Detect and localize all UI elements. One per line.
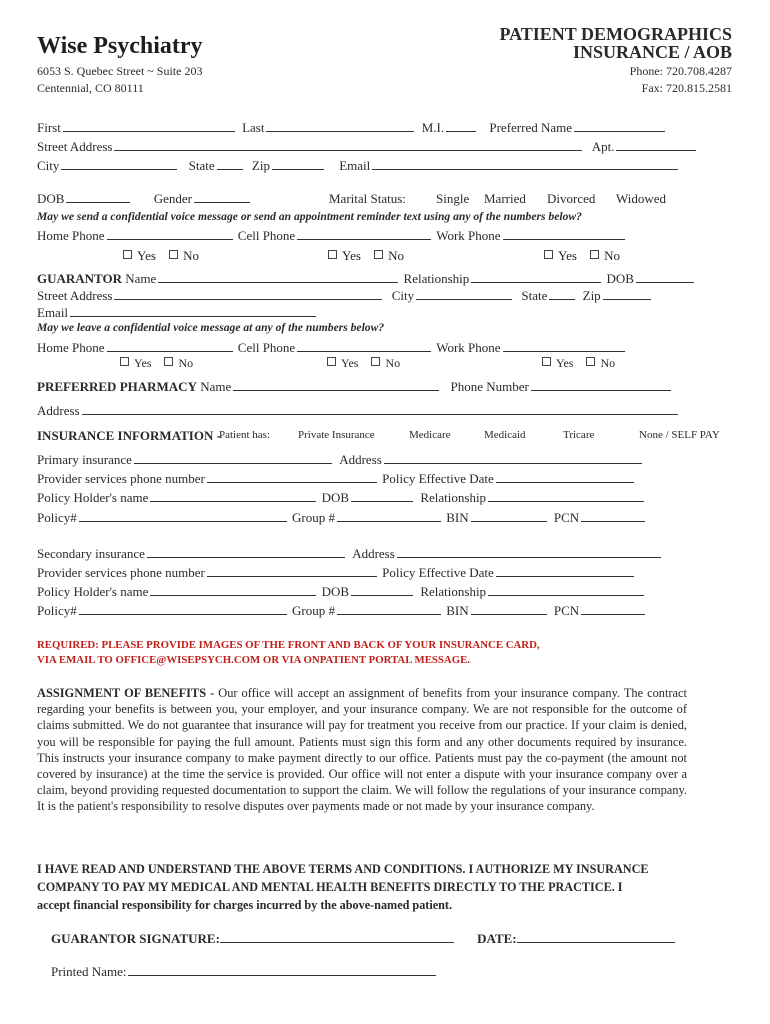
secondary-dob-label: DOB <box>321 584 350 599</box>
guarantor-work-no-checkbox[interactable] <box>586 357 595 366</box>
email-field[interactable] <box>372 158 678 170</box>
guarantor-relationship-label: Relationship <box>403 271 470 286</box>
primary-pcn-field[interactable] <box>581 510 645 522</box>
primary-group-field[interactable] <box>337 510 441 522</box>
mi-field[interactable] <box>446 120 476 132</box>
insurance-heading: INSURANCE INFORMATION - <box>37 428 221 443</box>
no-label: No <box>604 248 621 263</box>
dob-field[interactable] <box>66 191 130 203</box>
primary-address-label: Address <box>339 452 382 467</box>
secondary-holder-field[interactable] <box>150 584 316 596</box>
no-label: No <box>183 248 200 263</box>
guarantor-home-no-checkbox[interactable] <box>164 357 173 366</box>
guarantor-email-label: Email <box>37 305 69 320</box>
guarantor-signature-label: GUARANTOR SIGNATURE: <box>51 931 220 946</box>
acknowledgement-line2: COMPANY TO PAY MY MEDICAL AND MENTAL HEALTH BENEFITS DIRECTLY TO THE PRACTICE. I <box>37 880 623 894</box>
insurance-option-medicare[interactable]: Medicare <box>409 429 451 441</box>
zip-label: Zip <box>251 158 270 173</box>
guarantor-state-label: State <box>521 288 548 303</box>
primary-holder-field[interactable] <box>150 490 316 502</box>
primary-effective-date-label: Policy Effective Date <box>382 471 494 486</box>
primary-holder-label: Policy Holder's name <box>37 490 149 505</box>
primary-policy-field[interactable] <box>79 510 287 522</box>
primary-insurance-row <box>37 452 644 468</box>
secondary-dob-field[interactable] <box>351 584 413 596</box>
secondary-insurance-field[interactable] <box>147 546 345 558</box>
primary-insurance-label: Primary insurance <box>37 452 132 467</box>
patient-name-row <box>37 120 667 136</box>
guarantor-state-field[interactable] <box>549 288 575 300</box>
secondary-effective-date-label: Policy Effective Date <box>382 565 494 580</box>
form-title-line1: PATIENT DEMOGRAPHICS <box>499 24 732 44</box>
secondary-holder-row <box>37 584 646 600</box>
guarantor-email-row <box>37 305 318 321</box>
marital-option-divorced[interactable]: Divorced <box>547 191 596 206</box>
work-phone-consent <box>544 248 620 264</box>
state-label: State <box>188 158 215 173</box>
printed-name-row <box>51 964 438 980</box>
guarantor-cell-consent <box>327 356 400 371</box>
zip-field[interactable] <box>272 158 324 170</box>
guarantor-name-row <box>37 271 696 287</box>
yes-label: Yes <box>558 248 577 263</box>
primary-relationship-label: Relationship <box>420 490 487 505</box>
pharmacy-row <box>37 379 673 395</box>
no-label: No <box>178 356 194 370</box>
guarantor-zip-field[interactable] <box>603 288 651 300</box>
form-title-line2: INSURANCE / AOB <box>572 42 732 62</box>
cell-phone-label: Cell Phone <box>237 228 296 243</box>
yes-label: Yes <box>556 356 574 370</box>
patient-has-label: Patient has: <box>219 429 271 441</box>
first-label: First <box>37 120 61 135</box>
secondary-insurance-row <box>37 546 663 562</box>
printed-name-field[interactable] <box>128 964 436 976</box>
primary-insurance-field[interactable] <box>134 452 332 464</box>
required-notice-line2: VIA EMAIL TO OFFICE@WISEPSYCH.COM OR VIA ONPATIENT PORTAL MESSAGE. <box>37 654 471 666</box>
last-label: Last <box>242 120 265 135</box>
home-phone-consent <box>123 248 199 264</box>
primary-dob-field[interactable] <box>351 490 413 502</box>
clinic-fax: Fax: 720.815.2581 <box>641 81 732 95</box>
secondary-effective-date-field[interactable] <box>496 565 634 577</box>
secondary-pcn-field[interactable] <box>581 603 645 615</box>
patient-consent-question: May we send a confidential voice message or send an appointment reminder text using any of the numbers below? <box>37 210 582 223</box>
primary-group-label: Group # <box>291 510 335 525</box>
clinic-phone: Phone: 720.708.4287 <box>629 64 732 78</box>
primary-policy-row <box>37 510 647 526</box>
marital-status-label: Marital Status: <box>329 191 406 206</box>
secondary-policy-row <box>37 603 647 619</box>
work-phone-label: Work Phone <box>436 228 501 243</box>
yes-label: Yes <box>137 248 156 263</box>
aob-title: ASSIGNMENT OF BENEFITS - <box>37 686 215 700</box>
pharmacy-heading: PREFERRED PHARMACY <box>37 379 197 394</box>
no-label: No <box>600 356 616 370</box>
apt-field[interactable] <box>616 139 696 151</box>
primary-pcn-label: PCN <box>553 510 580 525</box>
clinic-name: Wise Psychiatry <box>37 33 203 59</box>
marital-option-married[interactable]: Married <box>484 191 526 206</box>
guarantor-home-field[interactable] <box>107 340 233 352</box>
primary-bin-label: BIN <box>446 510 469 525</box>
secondary-insurance-label: Secondary insurance <box>37 546 145 561</box>
secondary-holder-label: Policy Holder's name <box>37 584 149 599</box>
patient-address-row <box>37 139 698 155</box>
guarantor-dob-field[interactable] <box>636 271 694 283</box>
guarantor-name-field[interactable] <box>158 271 398 283</box>
pharmacy-phone-label: Phone Number <box>450 379 529 394</box>
guarantor-signature-field[interactable] <box>220 931 454 943</box>
guarantor-address-row <box>37 288 653 304</box>
clinic-address-line1: 6053 S. Quebec Street ~ Suite 203 <box>37 64 203 78</box>
dob-label: DOB <box>37 191 65 206</box>
pharmacy-address-field[interactable] <box>82 403 678 415</box>
guarantor-cell-label: Cell Phone <box>237 340 296 355</box>
primary-address-field[interactable] <box>384 452 642 464</box>
primary-provider-phone-field[interactable] <box>207 471 377 483</box>
date-field[interactable] <box>517 931 675 943</box>
guarantor-street-field[interactable] <box>114 288 382 300</box>
secondary-group-label: Group # <box>291 603 335 618</box>
guarantor-home-consent <box>120 356 193 371</box>
pharmacy-name-label: Name <box>200 379 232 394</box>
cell-phone-field[interactable] <box>297 228 431 240</box>
primary-holder-row <box>37 490 646 506</box>
guarantor-work-consent <box>542 356 615 371</box>
gender-field[interactable] <box>194 191 250 203</box>
preferred-name-label: Preferred Name <box>489 120 573 135</box>
secondary-bin-label: BIN <box>446 603 469 618</box>
acknowledgement-line1: I HAVE READ AND UNDERSTAND THE ABOVE TERMS AND CONDITIONS. I AUTHORIZE MY INSURANCE <box>37 862 649 876</box>
work-no-checkbox[interactable] <box>590 250 599 259</box>
apt-label: Apt. <box>591 139 615 154</box>
guarantor-heading: GUARANTOR <box>37 271 122 286</box>
secondary-relationship-label: Relationship <box>420 584 487 599</box>
yes-label: Yes <box>134 356 152 370</box>
marital-option-widowed[interactable]: Widowed <box>616 191 667 206</box>
city-field[interactable] <box>61 158 177 170</box>
guarantor-work-label: Work Phone <box>436 340 501 355</box>
pharmacy-phone-field[interactable] <box>531 379 671 391</box>
state-field[interactable] <box>217 158 243 170</box>
mi-label: M.I. <box>421 120 445 135</box>
patient-phones-row <box>37 228 627 244</box>
printed-name-label: Printed Name: <box>51 964 127 979</box>
primary-provider-phone-label: Provider services phone number <box>37 471 205 486</box>
no-label: No <box>385 356 401 370</box>
work-yes-checkbox[interactable] <box>544 250 553 259</box>
marital-option-single[interactable]: Single <box>436 191 470 206</box>
secondary-address-label: Address <box>352 546 395 561</box>
secondary-relationship-field[interactable] <box>488 584 644 596</box>
home-yes-checkbox[interactable] <box>123 250 132 259</box>
primary-effective-date-field[interactable] <box>496 471 634 483</box>
guarantor-voice-question: May we leave a confidential voice message at any of the numbers below? <box>37 321 385 334</box>
guarantor-home-yes-checkbox[interactable] <box>120 357 129 366</box>
acknowledgement-line3: accept financial responsibility for charges incurred by the above-named patient. <box>37 898 453 912</box>
guarantor-name-label: Name <box>125 271 157 286</box>
secondary-policy-field[interactable] <box>79 603 287 615</box>
guarantor-relationship-field[interactable] <box>471 271 601 283</box>
pharmacy-address-label: Address <box>37 403 80 418</box>
insurance-option-private[interactable]: Private Insurance <box>298 429 375 441</box>
secondary-bin-field[interactable] <box>471 603 547 615</box>
aob-paragraph <box>37 685 687 815</box>
patient-city-row <box>37 158 680 174</box>
city-label: City <box>37 158 60 173</box>
yes-label: Yes <box>342 248 361 263</box>
secondary-policy-label: Policy# <box>37 603 77 618</box>
guarantor-cell-yes-checkbox[interactable] <box>327 357 336 366</box>
insurance-option-medicaid[interactable]: Medicaid <box>484 429 526 441</box>
secondary-pcn-label: PCN <box>553 603 580 618</box>
guarantor-city-field[interactable] <box>416 288 512 300</box>
guarantor-cell-field[interactable] <box>297 340 431 352</box>
required-notice-line1: REQUIRED: PLEASE PROVIDE IMAGES OF THE FRONT AND BACK OF YOUR INSURANCE CARD, <box>37 639 540 651</box>
gender-label: Gender <box>153 191 192 206</box>
guarantor-zip-label: Zip <box>582 288 601 303</box>
primary-provider-row <box>37 471 636 487</box>
secondary-address-field[interactable] <box>397 546 661 558</box>
secondary-provider-phone-field[interactable] <box>207 565 377 577</box>
cell-no-checkbox[interactable] <box>374 250 383 259</box>
aob-body: Our office will accept an assignment of benefits from your insurance company. The contract regarding your benefits is between you, your employer, and your insurance company. We are not responsible for the outcome of claims submitted. We do not guarantee that insurance will pay for treatment you receive from our practice. If your claim is denied, you will be responsible for paying the full amount. Patients must sign this form and any other documents required by insurance. This instructs your insurance company to make payment directly to our office. Patients must pay the co-payment (the amount not covered by insurance) at the time the service is provided. Our office will not enter a dispute with your insurance company over a claim, beyond providing requested documentation to support the claim. We will follow the regulations of your insurance company. It is the patient's responsibility to resolve disputes over payments made or not made by your insurance company. <box>37 686 687 814</box>
primary-bin-field[interactable] <box>471 510 547 522</box>
guarantor-phones-row <box>37 340 627 356</box>
signature-row <box>51 931 677 947</box>
guarantor-dob-label: DOB <box>606 271 634 286</box>
guarantor-city-label: City <box>391 288 415 303</box>
yes-label: Yes <box>341 356 359 370</box>
street-address-field[interactable] <box>114 139 582 151</box>
guarantor-work-field[interactable] <box>503 340 625 352</box>
guarantor-street-label: Street Address <box>37 288 113 303</box>
insurance-option-tricare[interactable]: Tricare <box>563 429 595 441</box>
guarantor-home-label: Home Phone <box>37 340 105 355</box>
guarantor-email-field[interactable] <box>70 305 316 317</box>
secondary-group-field[interactable] <box>337 603 441 615</box>
patient-dob-row <box>37 191 252 207</box>
first-field[interactable] <box>63 120 235 132</box>
secondary-provider-phone-label: Provider services phone number <box>37 565 205 580</box>
no-label: No <box>388 248 405 263</box>
last-field[interactable] <box>266 120 414 132</box>
date-label: DATE: <box>477 931 517 946</box>
cell-yes-checkbox[interactable] <box>328 250 337 259</box>
primary-policy-label: Policy# <box>37 510 77 525</box>
primary-relationship-field[interactable] <box>488 490 644 502</box>
street-address-label: Street Address <box>37 139 113 154</box>
preferred-name-field[interactable] <box>574 120 665 132</box>
primary-dob-label: DOB <box>321 490 350 505</box>
secondary-provider-row <box>37 565 636 581</box>
email-label: Email <box>339 158 371 173</box>
home-phone-label: Home Phone <box>37 228 105 243</box>
pharmacy-name-field[interactable] <box>233 379 439 391</box>
cell-phone-consent <box>328 248 404 264</box>
home-no-checkbox[interactable] <box>169 250 178 259</box>
clinic-address-line2: Centennial, CO 80111 <box>37 81 144 95</box>
insurance-option-self-pay[interactable]: None / SELF PAY <box>639 429 720 441</box>
work-phone-field[interactable] <box>503 228 625 240</box>
pharmacy-address-row <box>37 403 680 419</box>
guarantor-cell-no-checkbox[interactable] <box>371 357 380 366</box>
home-phone-field[interactable] <box>107 228 233 240</box>
guarantor-work-yes-checkbox[interactable] <box>542 357 551 366</box>
